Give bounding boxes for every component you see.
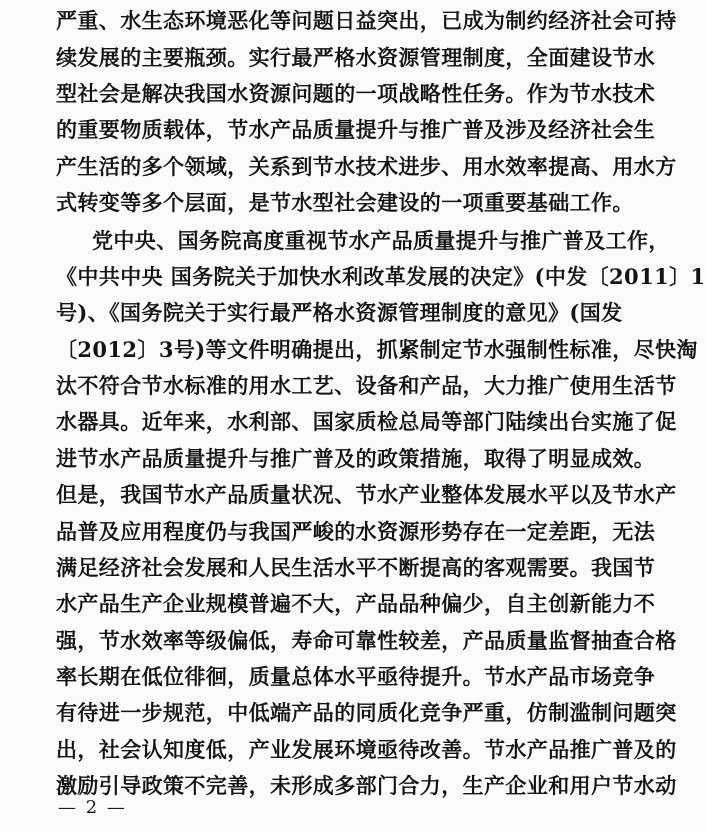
paragraph-1-line-4: 的重要物质载体，节水产品质量提升与推广普及涉及经济社会生	[56, 117, 656, 142]
paragraph-1-line-5: 产生活的多个领域，关系到节水技术进步、用水效率提高、用水方	[56, 154, 677, 179]
paragraph-2-line-1: 党中央、国务院高度重视节水产品质量提升与推广普及工作，	[92, 228, 670, 253]
paragraph-2-line-16: 激励引导政策不完善，未形成多部门合力，生产企业和用户节水动	[56, 773, 677, 798]
paragraph-2-line-2: 《中共中央 国务院关于加快水利改革发展的决定》(中发〔2011〕1	[56, 264, 706, 289]
paragraph-2-line-13: 率长期在低位徘徊，质量总体水平亟待提升。节水产品市场竞争	[56, 664, 656, 689]
paragraph-2-line-11: 水产品生产企业规模普遍不大，产品品种偏少，自主创新能力不	[56, 591, 656, 616]
paragraph-2-line-6: 水器具。近年来，水利部、国家质检总局等部门陆续出台实施了促	[56, 409, 677, 434]
paragraph-2-line-12: 强，节水效率等级偏低，寿命可靠性较差，产品质量监督抽查合格	[56, 628, 677, 653]
paragraph-2-line-15: 出，社会认知度低，产业发展环境亟待改善。节水产品推广普及的	[56, 737, 677, 762]
paragraph-2-line-9: 品普及应用程度仍与我国严峻的水资源形势存在一定差距，无法	[56, 519, 656, 544]
paragraph-1-line-6: 式转变等多个层面，是节水型社会建设的一项重要基础工作。	[56, 190, 634, 215]
paragraph-2-line-8: 但是，我国节水产品质量状况、节水产业整体发展水平以及节水产	[56, 482, 677, 507]
paragraph-2-line-5: 汰不符合节水标准的用水工艺、设备和产品，大力推广使用生活节	[56, 373, 677, 398]
paragraph-1-line-3: 型社会是解决我国水资源问题的一项战略性任务。作为节水技术	[56, 81, 656, 106]
paragraph-2-line-3: 号)、《国务院关于实行最严格水资源管理制度的意见》(国发	[56, 300, 623, 325]
paragraph-2-line-4: 〔2012〕3号)等文件明确提出，抓紧制定节水强制性标准，尽快淘	[56, 337, 698, 362]
page-number: — 2 —	[58, 797, 127, 818]
paragraph-1-line-1: 严重、水生态环境恶化等问题日益突出，已成为制约经济社会可持	[56, 8, 677, 33]
paragraph-2-line-7: 进节水产品质量提升与推广普及的政策措施，取得了明显成效。	[56, 446, 656, 471]
paragraph-1-line-2: 续发展的主要瓶颈。实行最严格水资源管理制度，全面建设节水	[56, 45, 656, 70]
paragraph-2-line-10: 满足经济社会发展和人民生活水平不断提高的客观需要。我国节	[56, 555, 656, 580]
paragraph-2-line-14: 有待进一步规范，中低端产品的同质化竞争严重，仿制滥制问题突	[56, 700, 677, 725]
